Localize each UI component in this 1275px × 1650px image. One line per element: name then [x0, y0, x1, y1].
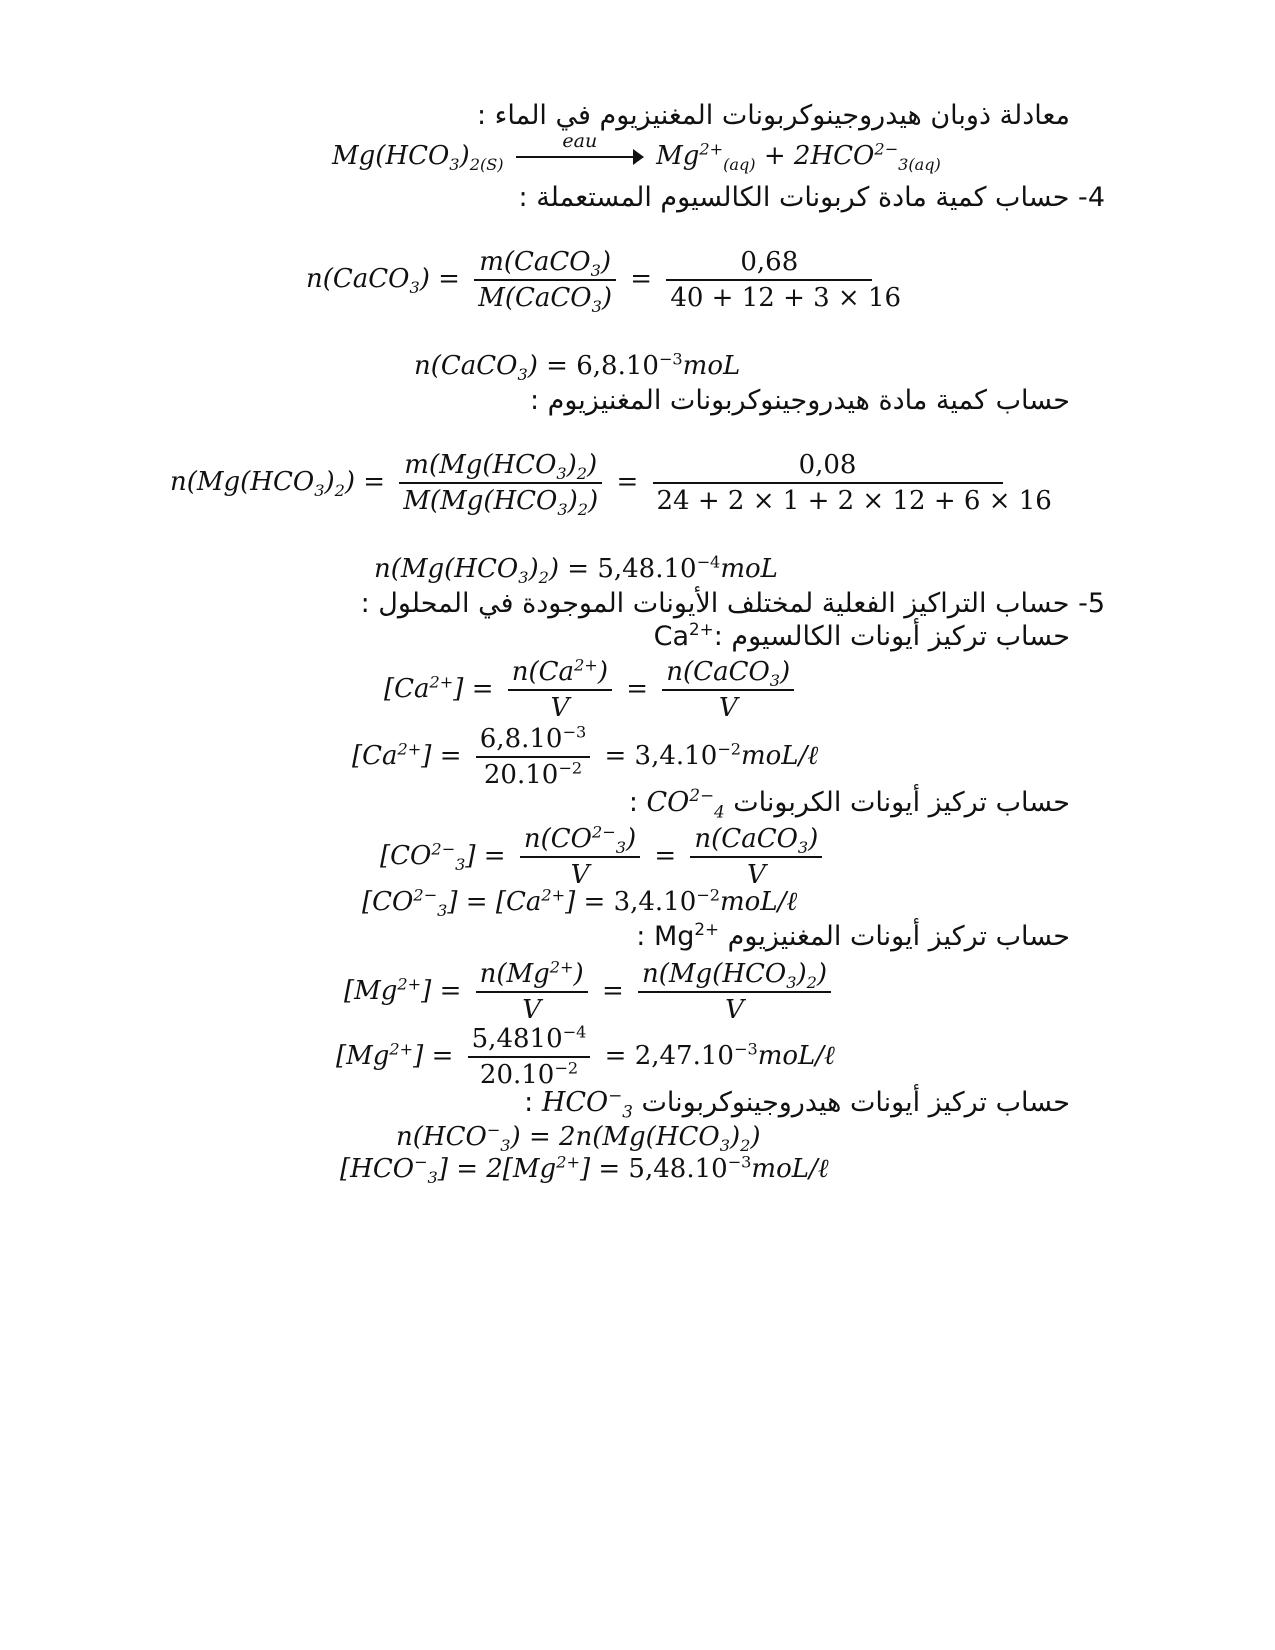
ca-concentration-value: $[Ca^{2+}]$ = $\frac{6,8.10^{-3}}{20.10^{-2}}$ = $3,4.10^{-2}moL/\ell$	[352, 722, 819, 790]
caco3-moles-equation: n(CaCO$_3$) = $\frac{m(CaCO_3)}{M(CaCO_3)}$ = $\frac{0,68}{40 + 12 + 3 \times 16}$	[306, 247, 902, 317]
dissolution-equation: $Mg(HCO_3)_{2(S)}$ eau $Mg^{2+}_{(aq)} + 2HCO^{2-}_{3(aq)}$	[332, 130, 941, 175]
mg-concentration-value: $[Mg^{2+}]$ = $\frac{5,4810^{-4}}{20.10^{-2}}$ = $2,47.10^{-3}moL/\ell$	[336, 1022, 835, 1090]
hco3-concentration-heading: حساب تركيز أيونات هيدروجينوكربونات $HCO^-_3$ :	[524, 1085, 1070, 1122]
mg-hco3-moles-equation: $n(Mg(HCO_3)_2)$ = $\frac{m(Mg(HCO_3)_2)}{M(Mg(HCO_3)_2)}$ = $\frac{0,08}{24 + 2 \times 1 + 2 \times 12 + 6 \times 16}$	[170, 450, 1052, 520]
co3-concentration-value: $[CO^{2-}_3] = [Ca^{2+}]$ = $3,4.10^{-2}moL/\ell$	[362, 885, 798, 921]
ca-concentration-formula: $[Ca^{2+}]$ = $\frac{n(Ca^{2+})}{V}$ = $\frac{n(CaCO_3)}{V}$	[384, 655, 800, 725]
mg-hco3-moles-heading: حساب كمية مادة هيدروجينوكربونات المغنيزيوم :	[529, 385, 1070, 416]
question-4-heading: 4- حساب كمية مادة كربونات الكالسيوم المستعملة :	[518, 182, 1105, 213]
hco3-concentration-value: $[HCO^-_3] = 2[Mg^{2+}]$ = $5,48.10^{-3}moL/\ell$	[340, 1152, 829, 1188]
co3-concentration-heading: حساب تركيز أيونات الكربونات $CO^{2-}_4$ :	[628, 785, 1070, 822]
ca-concentration-heading: حساب تركيز أيونات الكالسيوم $Ca^{2+}$:	[653, 619, 1070, 652]
caco3-moles-result: n(CaCO$_3$) = $6,8.10^{-3}moL$	[414, 349, 741, 385]
hco3-moles-relation: $n(HCO^-_3) = 2n(Mg(HCO_3)_2)$	[396, 1120, 761, 1156]
co3-concentration-formula: $[CO^{2-}_3]$ = $\frac{n(CO^{2-}_3)}{V}$ = $\frac{n(CaCO_3)}{V}$	[380, 822, 828, 892]
dissolution-title: معادلة ذوبان هيدروجينوكربونات المغنيزيوم في الماء :	[476, 100, 1070, 131]
reaction-arrow-icon: eau	[516, 145, 644, 169]
mg-concentration-heading: حساب تركيز أيونات المغنيزيوم $Mg^{2+}$ :	[636, 919, 1070, 952]
question-5-heading: 5- حساب التراكيز الفعلية لمختلف الأيونات الموجودة في المحلول :	[360, 588, 1105, 619]
mg-concentration-formula: $[Mg^{2+}]$ = $\frac{n(Mg^{2+})}{V}$ = $\frac{n(Mg(HCO_3)_2)}{V}$	[344, 957, 837, 1027]
mg-hco3-moles-result: $n(Mg(HCO_3)_2) = 5,48.10^{-4}moL$	[374, 552, 778, 588]
